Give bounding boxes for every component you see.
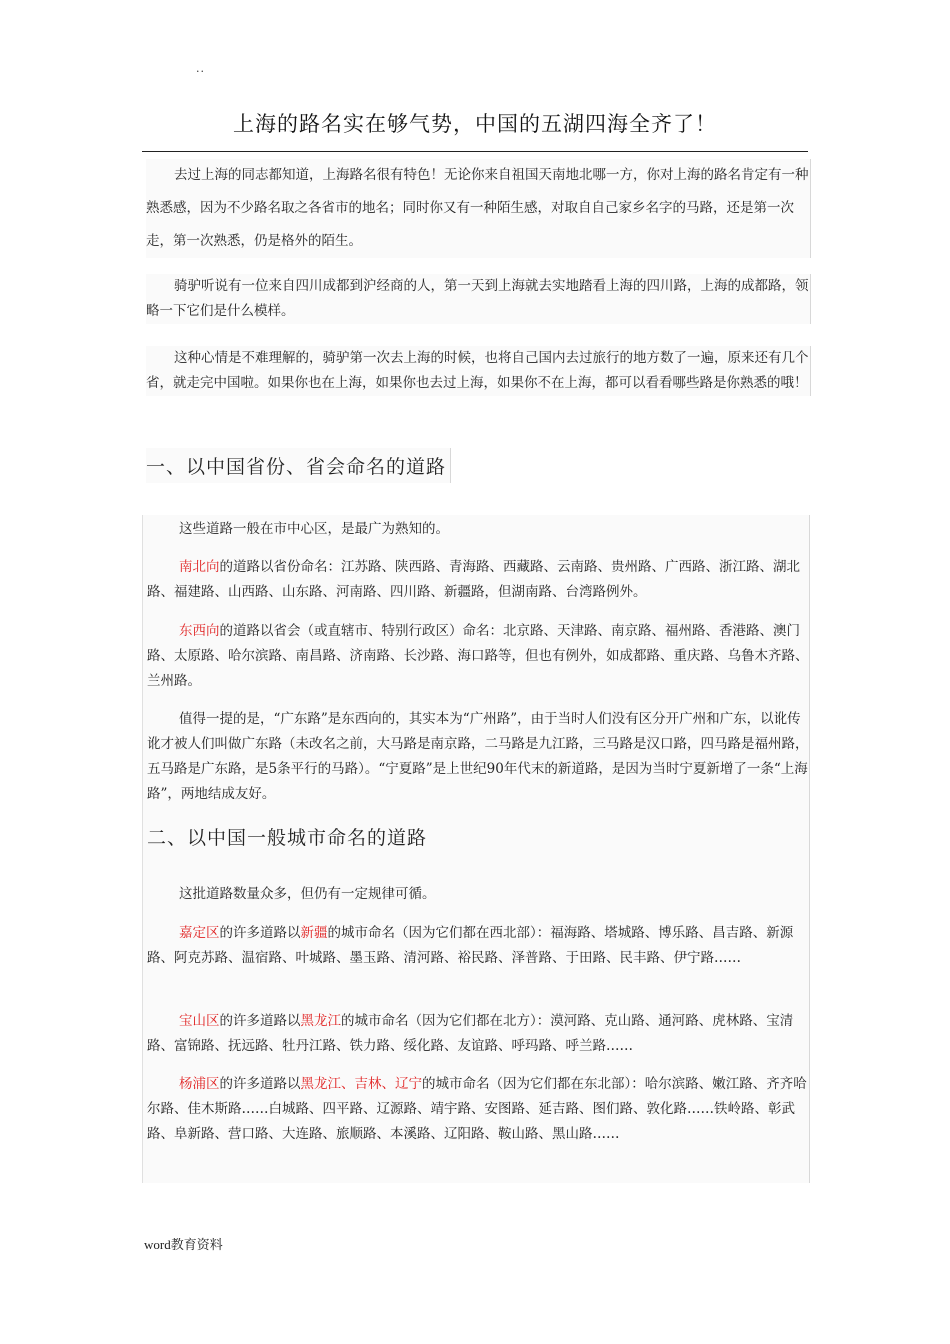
- title-divider: [142, 151, 808, 152]
- section1-intro-text: 这些道路一般在市中心区，是最广为熟知的。: [179, 521, 449, 537]
- section2-paragraph-jiading: [147, 921, 811, 971]
- highlight-east-west: 东西向: [179, 623, 220, 639]
- section2-text-2a: 的许多道路以: [219, 1013, 301, 1029]
- highlight-xinjiang: 新疆: [300, 925, 328, 941]
- content-box: [142, 515, 810, 1183]
- section2-intro: [147, 882, 811, 907]
- intro-text-3: 这种心情是不难理解的，骑驴第一次去上海的时候，也将自己国内去过旅行的地方数了一遍，原来还有几个省，就走完中国啦。如果你也在上海，如果你也去过上海，如果你不在上海，都可以看看哪些路是你熟悉的哦！: [146, 350, 809, 391]
- section1-intro: [147, 517, 811, 542]
- page-title: 上海的路名实在够气势，中国的五湖四海全齐了！: [233, 112, 717, 136]
- section1-paragraph-east-west: [147, 619, 811, 694]
- section1-heading: 一、以中国省份、省会命名的道路: [146, 448, 451, 483]
- section2-text-3b: 的城市命名（因为它们都在东北部）：哈尔滨路、嫩江路、齐齐哈尔路、佳木斯路……白城路、四平路、辽源路、靖宇路、安图路、延吉路、图们路、敦化路……铁岭路、彰武路、阜新路、营口路、大连路、旅顺路、本溪路、辽阳路、鞍山路、黑山路……: [147, 1076, 807, 1142]
- section1-text-3: 值得一提的是，“广东路”是东西向的，其实本为“广州路”，由于当时人们没有区分开广州和广东，以讹传讹才被人们叫做广东路（未改名之前，大马路是南京路，二马路是九江路，三马路是汉口路，四马路是福州路，五马路是广东路，是5条平行的马路）。“宁夏路”是上世纪90年代末的新道路，是因为当时宁夏新增了一条“上海路”，两地结成友好。: [147, 711, 809, 802]
- intro-paragraph-2: [146, 274, 811, 324]
- section2-text-1b: 的城市命名（因为它们都在西北部）：福海路、塔城路、博乐路、昌吉路、新源路、阿克苏路、温宿路、叶城路、墨玉路、清河路、裕民路、泽普路、于田路、民丰路、伊宁路……: [147, 925, 794, 966]
- section2-text-1a: 的许多道路以: [219, 925, 301, 941]
- footer-text: word教育资料: [144, 1237, 223, 1252]
- section2-text-3a: 的许多道路以: [219, 1076, 301, 1092]
- highlight-yangpu: 杨浦区: [179, 1076, 220, 1092]
- section2-paragraph-yangpu: [147, 1072, 811, 1147]
- section2-paragraph-baoshan: [147, 1009, 811, 1059]
- section1-paragraph-north-south: [147, 555, 811, 605]
- intro-text-1: 去过上海的同志都知道，上海路名很有特色！无论你来自祖国天南地北哪一方，你对上海的路名肯定有一种熟悉感，因为不少路名取之各省市的地名；同时你又有一种陌生感，对取自自己家乡名字的马路，还是第一次走，第一次熟悉，仍是格外的陌生。: [146, 167, 809, 249]
- highlight-north-south: 南北向: [179, 559, 220, 575]
- section2-heading: 二、以中国一般城市命名的道路: [147, 827, 428, 849]
- section2-intro-text: 这批道路数量众多，但仍有一定规律可循。: [179, 886, 436, 902]
- section1-text-2: 的道路以省会（或直辖市、特别行政区）命名：北京路、天津路、南京路、福州路、香港路、澳门路、太原路、哈尔滨路、南昌路、济南路、长沙路、海口路等，但也有例外，如成都路、重庆路、乌鲁木齐路、兰州路。: [147, 623, 809, 689]
- intro-paragraph-1: [146, 159, 811, 258]
- intro-text-2: 骑驴听说有一位来自四川成都到沪经商的人，第一天到上海就去实地踏看上海的四川路，上海的成都路，领略一下它们是什么模样。: [146, 278, 809, 319]
- header-dots: ..: [196, 62, 205, 75]
- highlight-heilongjiang: 黑龙江: [300, 1013, 341, 1029]
- highlight-northeast-provinces: 黑龙江、吉林、辽宁: [300, 1076, 422, 1092]
- section2-text-2b: 的城市命名（因为它们都在北方）：漠河路、克山路、通河路、虎林路、宝清路、富锦路、抚远路、牡丹江路、铁力路、绥化路、友谊路、呼玛路、呼兰路……: [147, 1013, 794, 1054]
- section1-text-1: 的道路以省份命名：江苏路、陕西路、青海路、西藏路、云南路、贵州路、广西路、浙江路、湖北路、福建路、山西路、山东路、河南路、四川路、新疆路，但湖南路、台湾路例外。: [147, 559, 800, 600]
- section1-paragraph-guangdong: [147, 707, 811, 807]
- highlight-jiading: 嘉定区: [179, 925, 220, 941]
- intro-paragraph-3: [146, 346, 811, 396]
- highlight-baoshan: 宝山区: [179, 1013, 220, 1029]
